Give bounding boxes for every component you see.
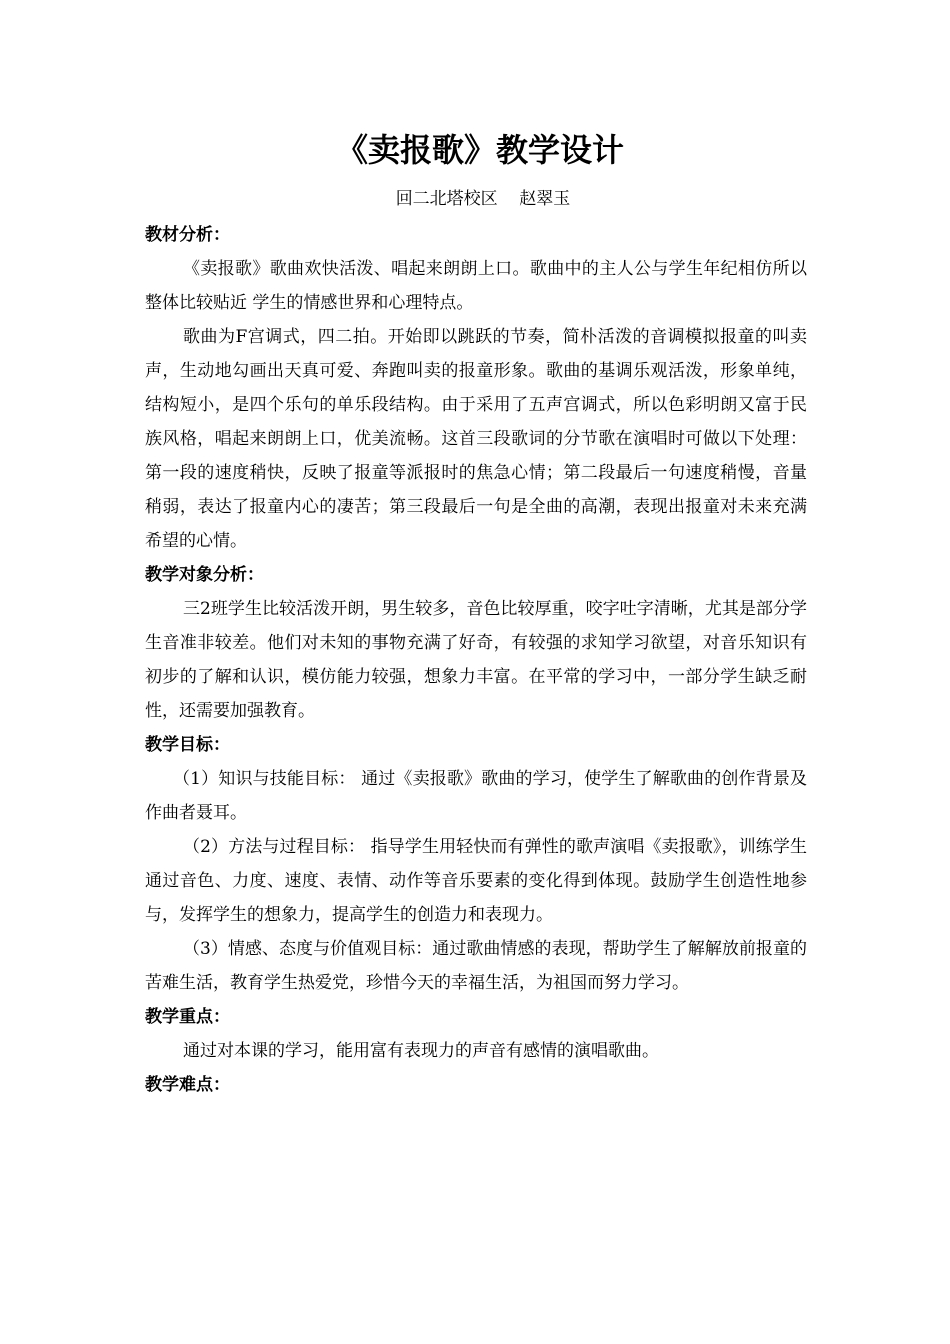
section-heading: 教学目标：: [145, 735, 230, 755]
document-page: [145, 128, 807, 1102]
section-teaching-focus: [145, 1000, 807, 1068]
section-heading: 教学对象分析：: [145, 565, 264, 585]
paragraph: 三2班学生比较活泼开朗，男生较多，音色比较厚重，咬字吐字清晰，尤其是部分学生音准非较差。他们对未知的事物充满了好奇，有较强的求知学习欲望，对音乐知识有初步的了解和认识，模仿能力较强，想象力丰富。在平常的学习中，一部分学生缺乏耐性，还需要加强教育。: [145, 599, 807, 721]
paragraph: 《卖报歌》歌曲欢快活泼、唱起来朗朗上口。歌曲中的主人公与学生年纪相仿所以整体比较贴近 学生的情感世界和心理特点。: [145, 259, 807, 313]
paragraph: （2）方法与过程目标： 指导学生用轻快而有弹性的歌声演唱《卖报歌》，训练学生通过音色、力度、速度、表情、动作等音乐要素的变化得到体现。鼓励学生创造性地参与，发挥学生的想象力，提高学生的创造力和表现力。: [145, 837, 807, 925]
paragraph: 通过对本课的学习，能用富有表现力的声音有感情的演唱歌曲。: [183, 1041, 659, 1061]
document-author: 回二北塔校区 赵翠玉: [395, 189, 571, 209]
section-heading: 教材分析：: [145, 225, 230, 245]
section-student-analysis: [145, 558, 807, 728]
document-title: 《卖报歌》教学设计: [335, 131, 624, 169]
section-teaching-difficulty: [145, 1068, 807, 1102]
section-heading: 教学难点：: [145, 1075, 230, 1095]
section-teaching-goals: [145, 728, 807, 1000]
paragraph: 歌曲为F宫调式，四二拍。开始即以跳跃的节奏，简朴活泼的音调模拟报童的叫卖声，生动地勾画出天真可爱、奔跑叫卖的报童形象。歌曲的基调乐观活泼，形象单纯，结构短小，是四个乐句的单乐段结构。由于采用了五声宫调式，所以色彩明朗又富于民族风格，唱起来朗朗上口，优美流畅。这首三段歌词的分节歌在演唱时可做以下处理：第一段的速度稍快，反映了报童等派报时的焦急心情；第二段最后一句速度稍慢，音量稍弱，表达了报童内心的凄苦；第三段最后一句是全曲的高潮，表现出报童对未来充满希望的心情。: [145, 327, 807, 551]
paragraph: （3）情感、态度与价值观目标：通过歌曲情感的表现，帮助学生了解解放前报童的苦难生活，教育学生热爱党，珍惜今天的幸福生活，为祖国而努力学习。: [145, 939, 807, 993]
section-heading: 教学重点：: [145, 1007, 230, 1027]
section-textbook-analysis: [145, 218, 807, 558]
paragraph: （1）知识与技能目标： 通过《卖报歌》歌曲的学习，使学生了解歌曲的创作背景及作曲者聂耳。: [145, 769, 807, 823]
